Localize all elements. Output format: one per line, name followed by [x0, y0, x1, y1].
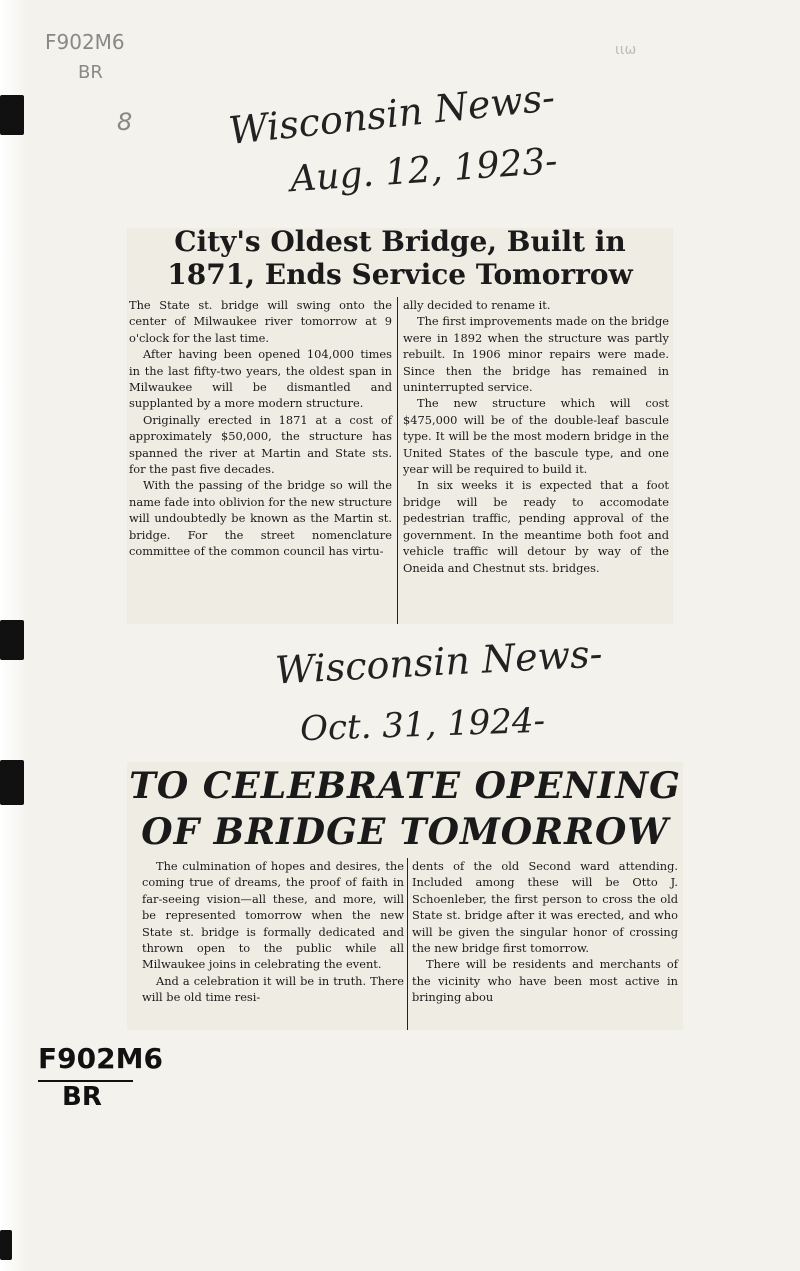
clipping-1: [127, 225, 673, 624]
pencil-catalog-code: F902M6: [45, 30, 125, 54]
headline-2-line-2: OF BRIDGE TOMORROW: [141, 811, 669, 853]
paragraph: The new structure which will cost $475,000 will be of the double-leaf bascule type. It will be the most modern bridge in the United States of the bascule type, and one year will be required to build it.: [403, 396, 669, 477]
pencil-catalog-sub: BR: [78, 62, 103, 83]
handwritten-date-1: Aug. 12, 1923-: [288, 140, 559, 201]
paragraph: In six weeks it is expected that a foot bridge will be ready to accomodate pedestrian traffic, pending approval of the government. In the meantime both foot and vehicle traffic will detour by way of the Oneida and Chestnut sts. bridges.: [403, 478, 669, 575]
paragraph: With the passing of the bridge so will the name fade into oblivion for the new structure will undoubtedly be known as the Martin st. bridge. For the street nomenclature committee of the common council has virtu-: [129, 478, 392, 559]
paragraph: There will be residents and merchants of the vicinity who have been most active in bringing abou: [412, 957, 678, 1005]
headline-1-line-2: 1871, Ends Service Tomorrow: [167, 258, 633, 291]
paragraph: Originally erected in 1871 at a cost of approximately $50,000, the structure has spanned the river at Martin and State sts. for the past five decades.: [129, 412, 392, 477]
catalog-stamp-code: F902M6: [38, 1042, 163, 1075]
article-2-column-2: [412, 858, 678, 1006]
article-1-column-2: [403, 297, 669, 576]
pencil-number: 8: [117, 108, 133, 136]
handwritten-source-1: Wisconsin News-: [226, 75, 557, 153]
paragraph: The culmination of hopes and desires, the coming true of dreams, the proof of faith in far-seeing vision—all these, and more, will be represented tomorrow when the new State st. bridge is formally dedicated and thrown open to the public while all Milwaukee joins in celebrating the event.: [142, 859, 404, 972]
pencil-corner-mark: ιιω: [615, 42, 637, 58]
paragraph: After having been opened 104,000 times in the last fifty-two years, the oldest span in Milwaukee will be dismantled and supplanted by a more modern structure.: [129, 347, 392, 411]
catalog-stamp-sub: BR: [62, 1082, 102, 1112]
article-2-column-1: [142, 858, 404, 1006]
binding-mark: [0, 1230, 12, 1260]
paragraph: ally decided to rename it.: [403, 298, 551, 312]
binding-mark: [0, 620, 24, 660]
paragraph: And a celebration it will be in truth. There will be old time resi-: [142, 973, 404, 1005]
headline-2-line-1: TO CELEBRATE OPENING: [129, 765, 681, 807]
binding-mark: [0, 760, 24, 805]
handwritten-date-2: Oct. 31, 1924-: [299, 700, 546, 750]
paragraph: dents of the old Second ward attending. Included among these will be Otto J. Schoenleber, the first person to cross the old State st. bridge after it was erected, and who will be given the singular honor of crossing the new bridge first tomorrow.: [412, 859, 678, 956]
paragraph: The first improvements made on the bridge were in 1892 when the structure was partly rebuilt. In 1906 minor repairs were made. Since then the bridge has remained in uninterrupted service.: [403, 314, 669, 395]
paragraph: The State st. bridge will swing onto the center of Milwaukee river tomorrow at 9 o'clock for the last time.: [129, 298, 392, 345]
clipping-2: [127, 762, 683, 1030]
column-rule: [397, 297, 398, 624]
column-rule: [407, 858, 408, 1030]
handwritten-source-2: Wisconsin News-: [274, 631, 604, 693]
article-1-column-1: [129, 297, 392, 560]
binding-mark: [0, 95, 24, 135]
headline-1-line-1: City's Oldest Bridge, Built in: [174, 225, 626, 258]
